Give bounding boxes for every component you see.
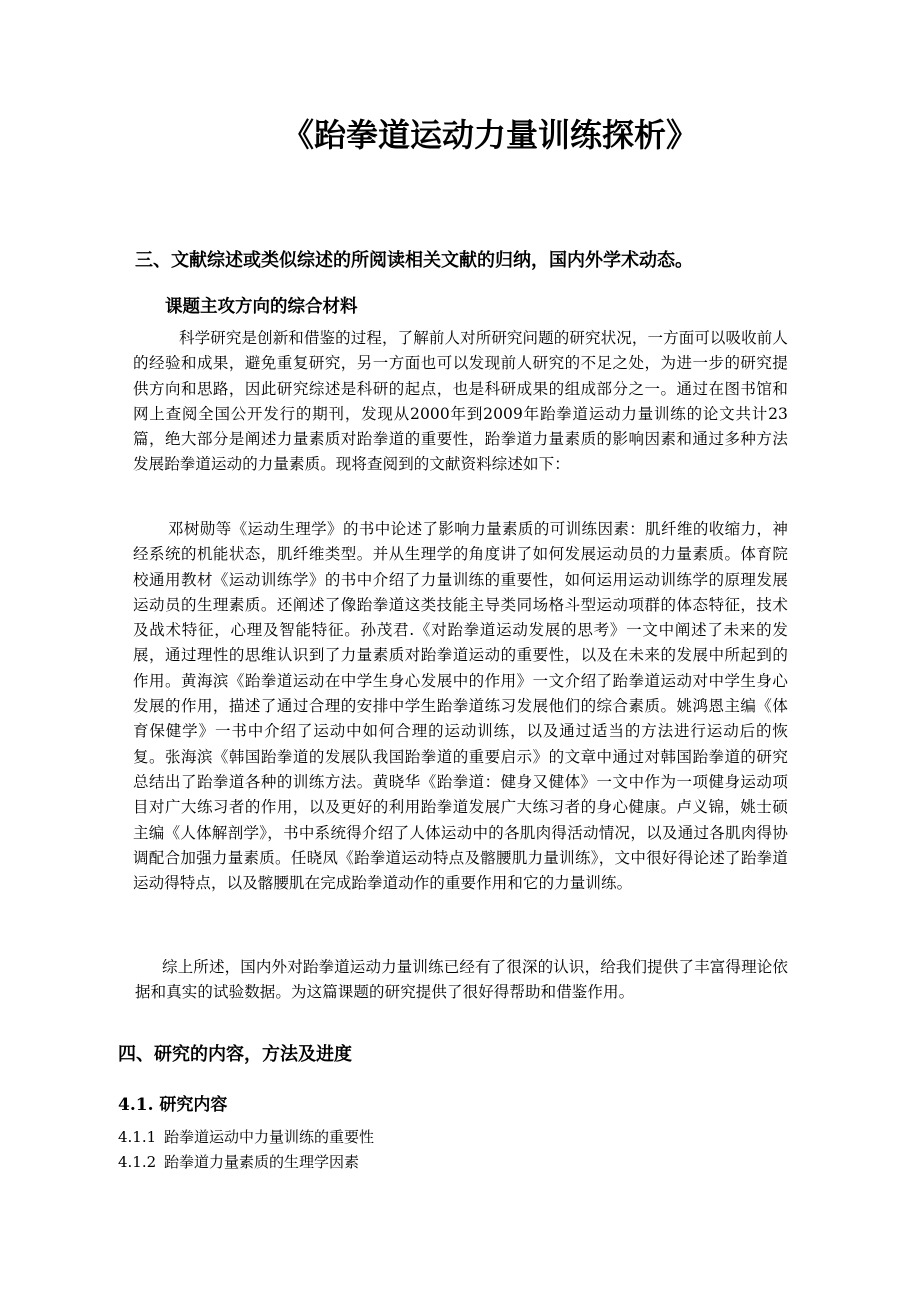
section-4-heading: 四、研究的内容，方法及进度 xyxy=(118,1044,352,1065)
section-3-heading: 三、文献综述或类似综述的所阅读相关文献的归纳，国内外学术动态。 xyxy=(135,250,693,271)
list-item xyxy=(118,1126,374,1147)
section-4-1-heading: 4.1. 研究内容 xyxy=(118,1095,228,1115)
paragraph-literature-review: 邓树勋等《运动生理学》的书中论述了影响力量素质的可训练因素：肌纤维的收缩力，神经系统的机能状态，肌纤维类型。并从生理学的角度讲了如何发展运动员的力量素质。体育院校通用教材《运动训练学》的书中介绍了力量训练的重要性，如何运用运动训练学的原理发展运动员的生理素质。还阐述了像跆拳道这类技能主导类同场格斗型运动项群的体态特征，技术及战术特征，心理及智能特征。孙茂君.《对跆拳道运动发展的思考》一文中阐述了未来的发展，通过理性的思维认识到了力量素质对跆拳道运动的重要性，以及在未来的发展中所起到的作用。黄海滨《跆拳道运动在中学生身心发展中的作用》一文介绍了跆拳道运动对中学生身心发展的作用，描述了通过合理的安排中学生跆拳道练习发展他们的综合素质。姚鸿恩主编《体育保健学》一书中介绍了运动中如何合理的运动训练，以及通过适当的方法进行运动后的恢复。张海滨《韩国跆拳道的发展队我国跆拳道的重要启示》的文章中通过对韩国跆拳道的研究总结出了跆拳道各种的训练方法。黄晓华《跆拳道：健身又健体》一文中作为一项健身运动项目对广大练习者的作用，以及更好的利用跆拳道发展广大练习者的身心健康。卢义锦，姚士硕主编《人体解剖学》，书中系统得介绍了人体运动中的各肌肉得活动情况，以及通过各肌肉得协调配合加强力量素质。任晓凤《跆拳道运动特点及髂腰肌力量训练》，文中很好得论述了跆拳道运动得特点，以及髂腰肌在完成跆拳道动作的重要作用和它的力量训练。 xyxy=(133,520,788,893)
paragraph-intro: 科学研究是创新和借鉴的过程，了解前人对所研究问题的研究状况，一方面可以吸收前人的经验和成果，避免重复研究，另一方面也可以发现前人研究的不足之处，为进一步的研究提供方向和思路，因此研究综述是科研的起点，也是科研成果的组成部分之一。通过在图书馆和网上查阅全国公开发行的期刊，发现从2000年到2009年跆拳道运动力量训练的论文共计23篇，绝大部分是阐述力量素质对跆拳道的重要性，跆拳道力量素质的影响因素和通过多种方法发展跆拳道运动的力量素质。现将查阅到的文献资料综述如下： xyxy=(133,329,788,474)
section-3-subheading: 课题主攻方向的综合材料 xyxy=(165,297,358,317)
list-item-text: 跆拳道运动中力量训练的重要性 xyxy=(164,1128,375,1146)
paragraph-summary: 综上所述，国内外对跆拳道运动力量训练已经有了很深的认识，给我们提供了丰富得理论依据和真实的试验数据。为这篇课题的研究提供了很好得帮助和借鉴作用。 xyxy=(135,958,788,1002)
list-item-number: 4.1.1 xyxy=(118,1128,157,1146)
list-item xyxy=(118,1151,359,1172)
list-item-number: 4.1.2 xyxy=(118,1153,157,1171)
document-title: 《跆拳道运动力量训练探析》 xyxy=(281,116,698,154)
list-item-text: 跆拳道力量素质的生理学因素 xyxy=(164,1153,360,1171)
